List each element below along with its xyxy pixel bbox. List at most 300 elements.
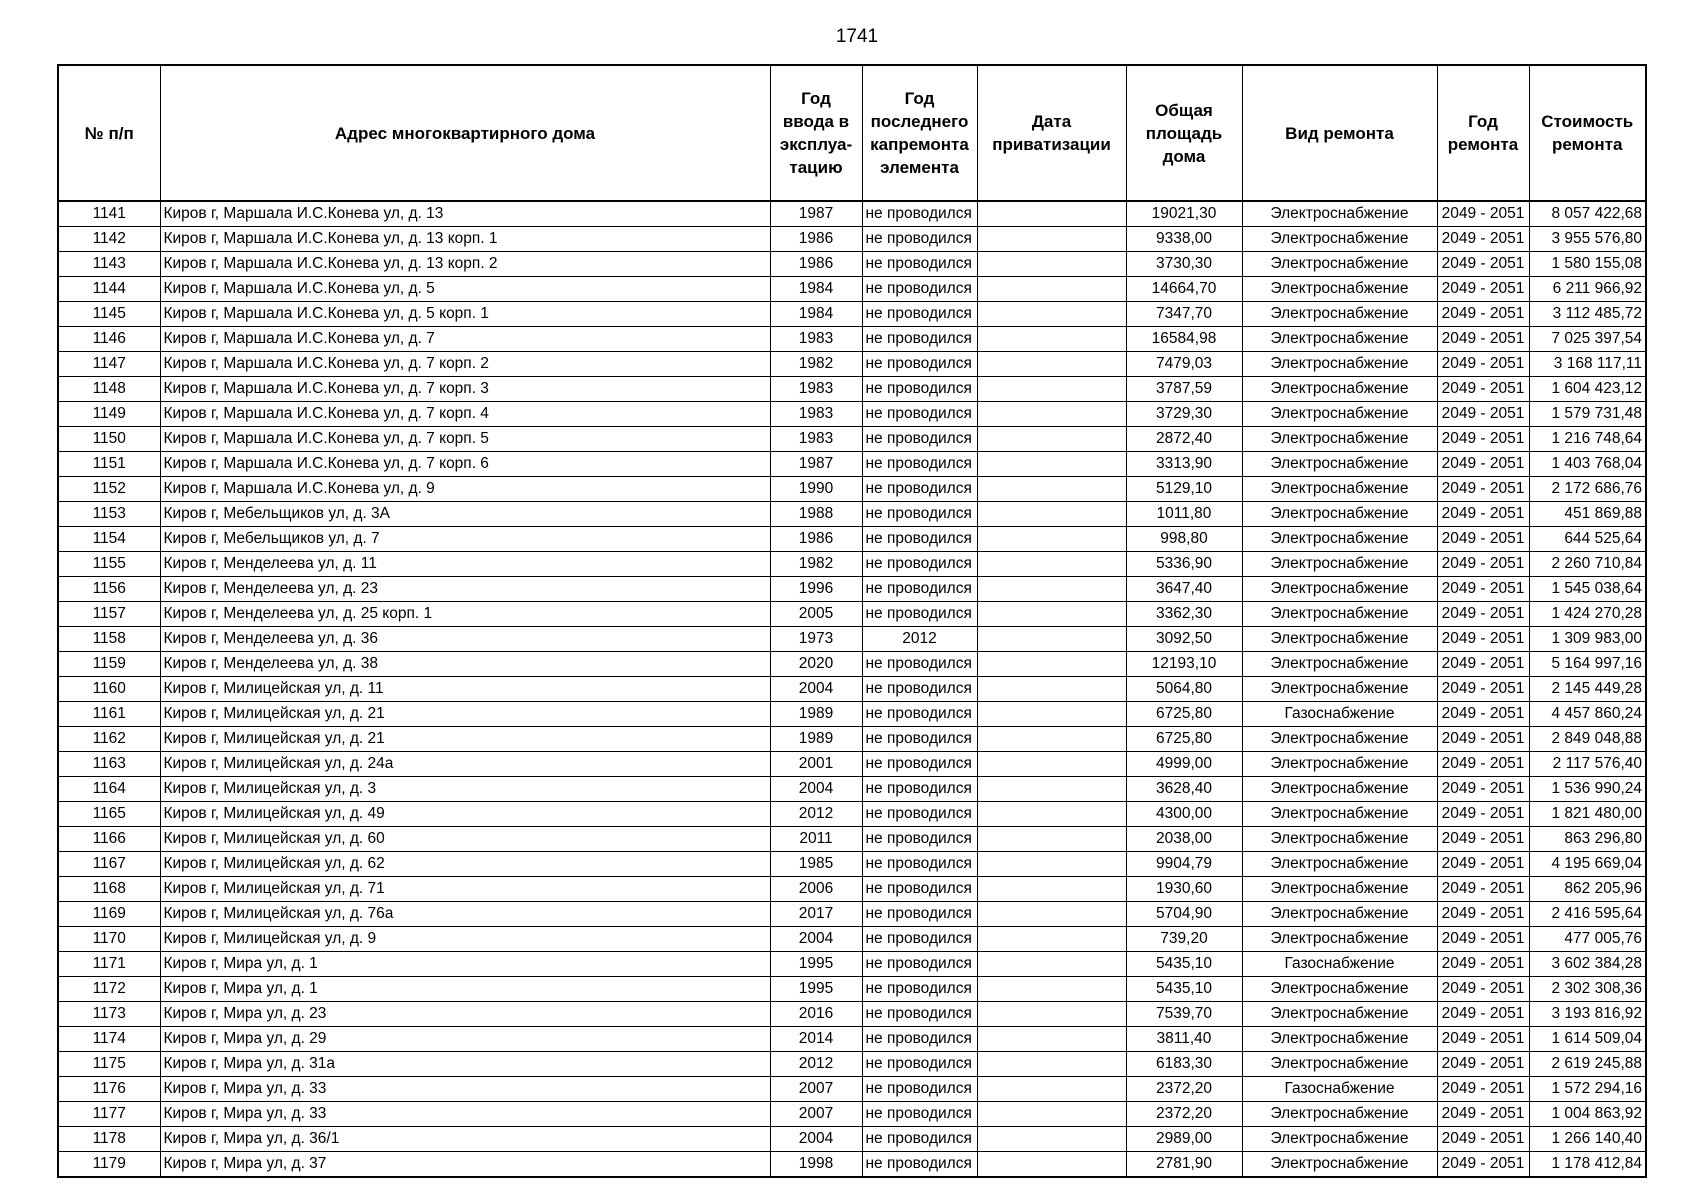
row-repair-type: Электроснабжение [1242,327,1437,352]
row-privatization [977,1002,1126,1027]
row-last-repair: не проводился [862,902,977,927]
row-number: 1173 [58,1002,160,1027]
row-cost: 3 168 117,11 [1529,352,1646,377]
table-row [58,602,1646,627]
row-cost: 1 821 480,00 [1529,802,1646,827]
row-number: 1147 [58,352,160,377]
row-year-built: 2012 [770,802,862,827]
row-number: 1149 [58,402,160,427]
row-last-repair: не проводился [862,377,977,402]
row-privatization [977,427,1126,452]
row-area: 2372,20 [1126,1102,1242,1127]
row-repair-type: Электроснабжение [1242,477,1437,502]
row-repair-type: Электроснабжение [1242,402,1437,427]
row-area: 9338,00 [1126,227,1242,252]
row-number: 1162 [58,727,160,752]
row-privatization [977,201,1126,227]
row-repair-year: 2049 - 2051 [1437,877,1529,902]
row-year-built: 1990 [770,477,862,502]
row-number: 1156 [58,577,160,602]
row-address: Киров г, Маршала И.С.Конева ул, д. 7 корп. 2 [160,352,770,377]
table-row [58,427,1646,452]
row-privatization [977,727,1126,752]
row-area: 5336,90 [1126,552,1242,577]
row-number: 1178 [58,1127,160,1152]
row-year-built: 2006 [770,877,862,902]
table-row [58,527,1646,552]
row-repair-year: 2049 - 2051 [1437,652,1529,677]
row-number: 1145 [58,302,160,327]
row-repair-type: Электроснабжение [1242,1027,1437,1052]
header-cost: Стоимость ремонта [1529,65,1646,201]
row-year-built: 1984 [770,302,862,327]
header-row [58,65,1646,201]
header-repair-type: Вид ремонта [1242,65,1437,201]
table-row [58,252,1646,277]
row-number: 1155 [58,552,160,577]
row-repair-type: Электроснабжение [1242,527,1437,552]
row-repair-type: Электроснабжение [1242,802,1437,827]
row-address: Киров г, Менделеева ул, д. 11 [160,552,770,577]
row-last-repair: не проводился [862,477,977,502]
table-row [58,977,1646,1002]
row-privatization [977,527,1126,552]
row-repair-year: 2049 - 2051 [1437,952,1529,977]
row-address: Киров г, Мира ул, д. 29 [160,1027,770,1052]
row-area: 6183,30 [1126,1052,1242,1077]
row-cost: 2 260 710,84 [1529,552,1646,577]
row-privatization [977,752,1126,777]
row-cost: 3 955 576,80 [1529,227,1646,252]
row-year-built: 1989 [770,727,862,752]
row-cost: 1 580 155,08 [1529,252,1646,277]
row-year-built: 1983 [770,427,862,452]
row-year-built: 1982 [770,552,862,577]
row-privatization [977,777,1126,802]
row-year-built: 2005 [770,602,862,627]
row-number: 1154 [58,527,160,552]
table-row [58,402,1646,427]
row-year-built: 2007 [770,1102,862,1127]
row-area: 3811,40 [1126,1027,1242,1052]
row-repair-type: Электроснабжение [1242,552,1437,577]
row-repair-year: 2049 - 2051 [1437,927,1529,952]
row-cost: 477 005,76 [1529,927,1646,952]
row-year-built: 2004 [770,777,862,802]
row-number: 1160 [58,677,160,702]
table-row [58,352,1646,377]
row-year-built: 1996 [770,577,862,602]
row-address: Киров г, Мира ул, д. 1 [160,977,770,1002]
row-year-built: 2017 [770,902,862,927]
row-privatization [977,1052,1126,1077]
row-cost: 2 302 308,36 [1529,977,1646,1002]
row-repair-year: 2049 - 2051 [1437,977,1529,1002]
row-cost: 3 112 485,72 [1529,302,1646,327]
row-number: 1165 [58,802,160,827]
row-cost: 644 525,64 [1529,527,1646,552]
row-repair-type: Газоснабжение [1242,952,1437,977]
row-address: Киров г, Мира ул, д. 1 [160,952,770,977]
row-address: Киров г, Менделеева ул, д. 38 [160,652,770,677]
row-repair-year: 2049 - 2051 [1437,1102,1529,1127]
row-repair-type: Электроснабжение [1242,977,1437,1002]
row-address: Киров г, Милицейская ул, д. 9 [160,927,770,952]
row-last-repair: не проводился [862,1102,977,1127]
row-address: Киров г, Мира ул, д. 23 [160,1002,770,1027]
row-privatization [977,802,1126,827]
row-year-built: 2001 [770,752,862,777]
row-repair-type: Электроснабжение [1242,277,1437,302]
row-repair-type: Электроснабжение [1242,1127,1437,1152]
row-repair-year: 2049 - 2051 [1437,377,1529,402]
header-address: Адрес многоквартирного дома [160,65,770,201]
row-last-repair: не проводился [862,327,977,352]
row-number: 1151 [58,452,160,477]
table-row [58,577,1646,602]
row-area: 2989,00 [1126,1127,1242,1152]
row-address: Киров г, Милицейская ул, д. 60 [160,827,770,852]
row-number: 1179 [58,1152,160,1178]
row-number: 1171 [58,952,160,977]
row-year-built: 1995 [770,977,862,1002]
row-area: 739,20 [1126,927,1242,952]
row-repair-year: 2049 - 2051 [1437,1077,1529,1102]
row-last-repair: не проводился [862,1152,977,1178]
table-body [58,201,1646,1177]
row-cost: 1 572 294,16 [1529,1077,1646,1102]
row-privatization [977,277,1126,302]
row-year-built: 1985 [770,852,862,877]
row-privatization [977,977,1126,1002]
row-number: 1148 [58,377,160,402]
row-repair-type: Электроснабжение [1242,1102,1437,1127]
row-cost: 2 117 576,40 [1529,752,1646,777]
row-repair-type: Электроснабжение [1242,452,1437,477]
row-address: Киров г, Маршала И.С.Конева ул, д. 5 [160,277,770,302]
row-number: 1158 [58,627,160,652]
row-area: 3628,40 [1126,777,1242,802]
row-cost: 1 579 731,48 [1529,402,1646,427]
row-cost: 1 178 412,84 [1529,1152,1646,1178]
row-number: 1166 [58,827,160,852]
row-repair-year: 2049 - 2051 [1437,777,1529,802]
row-repair-year: 2049 - 2051 [1437,302,1529,327]
table-row [58,702,1646,727]
header-area: Общая площадь дома [1126,65,1242,201]
row-repair-year: 2049 - 2051 [1437,677,1529,702]
row-privatization [977,227,1126,252]
row-last-repair: не проводился [862,1027,977,1052]
row-year-built: 2016 [770,1002,862,1027]
row-last-repair: не проводился [862,1052,977,1077]
row-area: 2372,20 [1126,1077,1242,1102]
row-repair-year: 2049 - 2051 [1437,902,1529,927]
header-num: № п/п [58,65,160,201]
row-year-built: 2020 [770,652,862,677]
table-row [58,802,1646,827]
row-area: 5704,90 [1126,902,1242,927]
row-repair-year: 2049 - 2051 [1437,1127,1529,1152]
table-row [58,302,1646,327]
page-number: 1741 [835,26,879,47]
row-year-built: 1986 [770,252,862,277]
row-area: 3730,30 [1126,252,1242,277]
row-repair-year: 2049 - 2051 [1437,327,1529,352]
row-year-built: 1987 [770,452,862,477]
row-area: 3787,59 [1126,377,1242,402]
row-cost: 1 424 270,28 [1529,602,1646,627]
table-row [58,201,1646,227]
row-repair-type: Электроснабжение [1242,377,1437,402]
row-repair-year: 2049 - 2051 [1437,1152,1529,1178]
row-cost: 1 536 990,24 [1529,777,1646,802]
header-last-repair: Год последнего капремонта элемента [862,65,977,201]
row-year-built: 1983 [770,327,862,352]
row-repair-year: 2049 - 2051 [1437,277,1529,302]
row-repair-type: Электроснабжение [1242,652,1437,677]
row-privatization [977,552,1126,577]
table-row [58,452,1646,477]
table-row [58,1052,1646,1077]
row-year-built: 2012 [770,1052,862,1077]
row-address: Киров г, Мира ул, д. 33 [160,1102,770,1127]
row-repair-type: Электроснабжение [1242,752,1437,777]
row-last-repair: 2012 [862,627,977,652]
row-year-built: 1986 [770,227,862,252]
row-repair-type: Электроснабжение [1242,201,1437,227]
row-repair-type: Электроснабжение [1242,427,1437,452]
row-cost: 1 545 038,64 [1529,577,1646,602]
row-area: 2781,90 [1126,1152,1242,1178]
row-privatization [977,1127,1126,1152]
row-area: 3729,30 [1126,402,1242,427]
row-address: Киров г, Милицейская ул, д. 11 [160,677,770,702]
row-repair-type: Электроснабжение [1242,252,1437,277]
row-number: 1153 [58,502,160,527]
row-repair-type: Электроснабжение [1242,352,1437,377]
row-privatization [977,1152,1126,1178]
row-last-repair: не проводился [862,502,977,527]
row-number: 1143 [58,252,160,277]
table-row [58,652,1646,677]
row-repair-year: 2049 - 2051 [1437,252,1529,277]
row-number: 1144 [58,277,160,302]
row-last-repair: не проводился [862,952,977,977]
row-year-built: 1989 [770,702,862,727]
row-area: 7479,03 [1126,352,1242,377]
row-number: 1142 [58,227,160,252]
row-address: Киров г, Маршала И.С.Конева ул, д. 13 корп. 1 [160,227,770,252]
table-row [58,477,1646,502]
row-address: Киров г, Маршала И.С.Конева ул, д. 7 корп. 3 [160,377,770,402]
row-repair-year: 2049 - 2051 [1437,577,1529,602]
row-repair-year: 2049 - 2051 [1437,201,1529,227]
row-cost: 1 216 748,64 [1529,427,1646,452]
row-repair-type: Электроснабжение [1242,227,1437,252]
row-address: Киров г, Мира ул, д. 37 [160,1152,770,1178]
row-number: 1169 [58,902,160,927]
row-privatization [977,702,1126,727]
row-address: Киров г, Милицейская ул, д. 21 [160,727,770,752]
repair-registry-table [57,64,1647,1178]
row-year-built: 2007 [770,1077,862,1102]
row-last-repair: не проводился [862,827,977,852]
row-year-built: 1998 [770,1152,862,1178]
row-last-repair: не проводился [862,727,977,752]
row-cost: 5 164 997,16 [1529,652,1646,677]
row-privatization [977,502,1126,527]
row-last-repair: не проводился [862,302,977,327]
row-address: Киров г, Милицейская ул, д. 76а [160,902,770,927]
row-area: 14664,70 [1126,277,1242,302]
row-area: 6725,80 [1126,702,1242,727]
table-row [58,752,1646,777]
row-address: Киров г, Мебельщиков ул, д. 3А [160,502,770,527]
row-address: Киров г, Мебельщиков ул, д. 7 [160,527,770,552]
row-area: 3313,90 [1126,452,1242,477]
row-repair-type: Электроснабжение [1242,502,1437,527]
row-repair-year: 2049 - 2051 [1437,802,1529,827]
row-repair-type: Газоснабжение [1242,1077,1437,1102]
row-repair-type: Электроснабжение [1242,902,1437,927]
row-number: 1146 [58,327,160,352]
row-address: Киров г, Маршала И.С.Конева ул, д. 13 [160,201,770,227]
row-repair-year: 2049 - 2051 [1437,1002,1529,1027]
table-row [58,852,1646,877]
row-repair-type: Электроснабжение [1242,852,1437,877]
row-repair-type: Электроснабжение [1242,577,1437,602]
row-privatization [977,627,1126,652]
row-cost: 3 193 816,92 [1529,1002,1646,1027]
row-repair-type: Электроснабжение [1242,677,1437,702]
row-privatization [977,252,1126,277]
row-area: 4300,00 [1126,802,1242,827]
row-year-built: 1987 [770,201,862,227]
row-number: 1150 [58,427,160,452]
row-privatization [977,477,1126,502]
row-address: Киров г, Маршала И.С.Конева ул, д. 7 корп. 4 [160,402,770,427]
row-address: Киров г, Менделеева ул, д. 36 [160,627,770,652]
row-repair-year: 2049 - 2051 [1437,402,1529,427]
table-row [58,727,1646,752]
table-row [58,1002,1646,1027]
row-number: 1159 [58,652,160,677]
row-last-repair: не проводился [862,427,977,452]
row-area: 3362,30 [1126,602,1242,627]
row-number: 1174 [58,1027,160,1052]
row-area: 1930,60 [1126,877,1242,902]
row-area: 3647,40 [1126,577,1242,602]
row-repair-type: Электроснабжение [1242,827,1437,852]
row-cost: 1 614 509,04 [1529,1027,1646,1052]
row-repair-type: Электроснабжение [1242,877,1437,902]
row-year-built: 1984 [770,277,862,302]
row-address: Киров г, Маршала И.С.Конева ул, д. 7 корп. 5 [160,427,770,452]
row-privatization [977,327,1126,352]
row-repair-type: Электроснабжение [1242,1052,1437,1077]
row-last-repair: не проводился [862,527,977,552]
table-row [58,327,1646,352]
table-row [58,277,1646,302]
row-last-repair: не проводился [862,577,977,602]
row-last-repair: не проводился [862,1127,977,1152]
row-privatization [977,677,1126,702]
table-row [58,952,1646,977]
row-area: 3092,50 [1126,627,1242,652]
row-repair-year: 2049 - 2051 [1437,852,1529,877]
row-last-repair: не проводился [862,677,977,702]
row-privatization [977,377,1126,402]
row-cost: 2 172 686,76 [1529,477,1646,502]
row-repair-type: Электроснабжение [1242,727,1437,752]
row-repair-type: Электроснабжение [1242,627,1437,652]
row-last-repair: не проводился [862,402,977,427]
row-last-repair: не проводился [862,252,977,277]
row-year-built: 1988 [770,502,862,527]
row-last-repair: не проводился [862,201,977,227]
row-area: 9904,79 [1126,852,1242,877]
row-area: 4999,00 [1126,752,1242,777]
table-row [58,677,1646,702]
row-repair-year: 2049 - 2051 [1437,727,1529,752]
row-repair-year: 2049 - 2051 [1437,477,1529,502]
row-cost: 2 619 245,88 [1529,1052,1646,1077]
row-cost: 7 025 397,54 [1529,327,1646,352]
row-privatization [977,652,1126,677]
row-last-repair: не проводился [862,852,977,877]
row-cost: 2 416 595,64 [1529,902,1646,927]
row-last-repair: не проводился [862,352,977,377]
row-last-repair: не проводился [862,702,977,727]
row-year-built: 2004 [770,927,862,952]
row-cost: 6 211 966,92 [1529,277,1646,302]
table-row [58,902,1646,927]
row-address: Киров г, Менделеева ул, д. 25 корп. 1 [160,602,770,627]
row-privatization [977,602,1126,627]
row-last-repair: не проводился [862,602,977,627]
row-cost: 1 266 140,40 [1529,1127,1646,1152]
table-row [58,227,1646,252]
table-row [58,927,1646,952]
row-privatization [977,902,1126,927]
table-row [58,877,1646,902]
row-cost: 2 145 449,28 [1529,677,1646,702]
row-repair-year: 2049 - 2051 [1437,1052,1529,1077]
row-area: 5435,10 [1126,977,1242,1002]
row-address: Киров г, Маршала И.С.Конева ул, д. 13 корп. 2 [160,252,770,277]
row-address: Киров г, Маршала И.С.Конева ул, д. 7 корп. 6 [160,452,770,477]
row-privatization [977,877,1126,902]
table-row [58,502,1646,527]
row-repair-year: 2049 - 2051 [1437,827,1529,852]
row-last-repair: не проводился [862,652,977,677]
row-number: 1177 [58,1102,160,1127]
row-year-built: 1982 [770,352,862,377]
row-privatization [977,302,1126,327]
row-last-repair: не проводился [862,877,977,902]
row-year-built: 1983 [770,377,862,402]
table-row [58,552,1646,577]
header-privatization: Дата приватизации [977,65,1126,201]
table-row [58,827,1646,852]
row-last-repair: не проводился [862,227,977,252]
row-privatization [977,577,1126,602]
row-address: Киров г, Милицейская ул, д. 24а [160,752,770,777]
row-address: Киров г, Милицейская ул, д. 62 [160,852,770,877]
header-year-built: Год ввода в эксплуа-тацию [770,65,862,201]
header-repair-year: Год ремонта [1437,65,1529,201]
